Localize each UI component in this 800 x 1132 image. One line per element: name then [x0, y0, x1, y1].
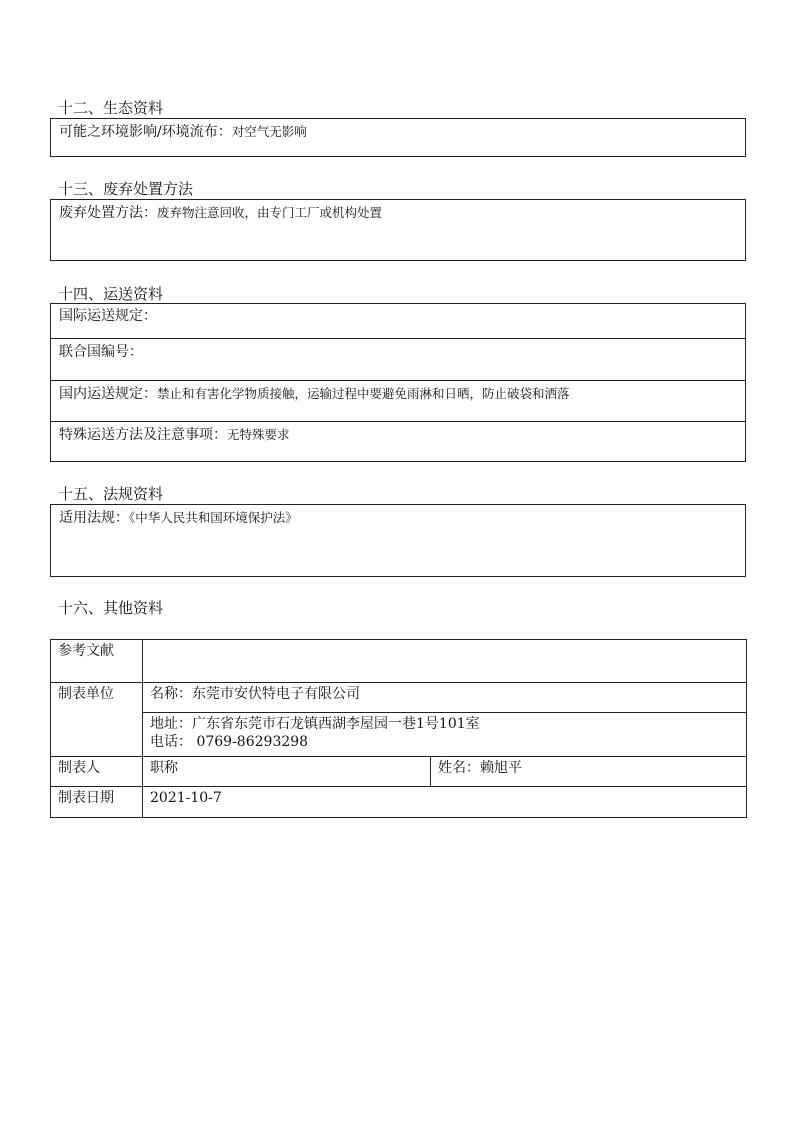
table-row [51, 757, 747, 787]
references-value [143, 640, 747, 683]
un-number-label: 联合国编号： [59, 344, 143, 360]
transport-row [51, 304, 745, 338]
transport-row [51, 380, 745, 421]
domestic-transport-label: 国内运送规定： [59, 386, 157, 402]
preparer-label: 制表人 [51, 757, 143, 787]
table-row [51, 683, 747, 713]
job-title-field: 职称 [143, 757, 431, 787]
section-15-heading: 十五、法规资料 [58, 485, 164, 503]
prepared-unit-label: 制表单位 [51, 683, 143, 757]
environmental-impact-value: 对空气无影响 [231, 124, 307, 139]
disposal-box [50, 199, 746, 261]
environmental-impact-field [59, 122, 307, 141]
company-name: 名称：东莞市安伏特电子有限公司 [143, 683, 747, 713]
international-transport-label: 国际运送规定： [59, 308, 157, 324]
ecology-box [50, 118, 746, 157]
table-row [51, 640, 747, 683]
transport-box [50, 303, 746, 462]
table-row [51, 787, 747, 818]
company-contact [143, 713, 747, 757]
transport-row [51, 338, 745, 380]
section-12-heading: 十二、生态资料 [58, 99, 164, 117]
special-transport-value: 无特殊要求 [227, 427, 290, 442]
prepared-date-value: 2021-10-7 [143, 787, 747, 818]
disposal-value: 废弃物注意回收，由专门工厂或机构处置 [157, 205, 383, 220]
table-row [51, 713, 747, 757]
prepared-date-label: 制表日期 [51, 787, 143, 818]
references-label: 参考文献 [51, 640, 143, 683]
disposal-field [59, 203, 382, 222]
other-info-table [50, 639, 747, 818]
company-phone: 电话： 0769-86293298 [150, 734, 309, 750]
section-14-heading: 十四、运送资料 [58, 285, 164, 303]
section-16-heading: 十六、其他资料 [58, 599, 164, 617]
special-transport-label: 特殊运送方法及注意事项： [59, 427, 227, 443]
disposal-label: 废弃处置方法： [59, 205, 157, 221]
domestic-transport-value: 禁止和有害化学物质接触，运输过程中要避免雨淋和日晒，防止破袋和洒落 [157, 386, 570, 401]
transport-row [51, 421, 745, 462]
regulation-box [50, 504, 746, 577]
environmental-impact-label: 可能之环境影响/环境流布： [59, 124, 232, 140]
applicable-regulation-label: 适用法规： [59, 510, 129, 526]
company-address: 地址：广东省东莞市石龙镇西湖李屋园一巷1号101室 [150, 716, 480, 732]
preparer-name-field: 姓名：赖旭平 [431, 757, 747, 787]
regulation-field [59, 508, 298, 527]
section-13-heading: 十三、废弃处置方法 [58, 180, 194, 198]
applicable-regulation-value: 《中华人民共和国环境保护法》 [129, 510, 298, 525]
